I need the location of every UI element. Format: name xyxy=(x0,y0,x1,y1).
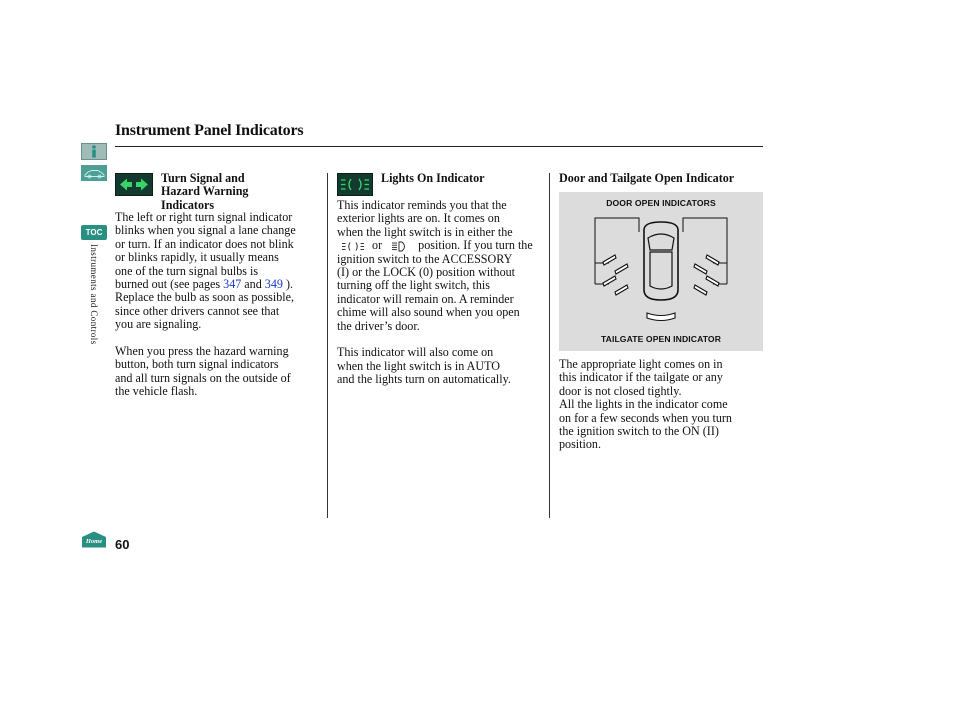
door-tailgate-heading: Door and Tailgate Open Indicator xyxy=(559,171,735,185)
section-tab-label: Instruments and Controls xyxy=(89,244,99,345)
toc-button[interactable]: TOC xyxy=(81,225,107,240)
page-title: Instrument Panel Indicators xyxy=(115,122,304,139)
lights-on-indicator-icon xyxy=(337,173,373,196)
home-button[interactable] xyxy=(81,531,107,548)
home-label: Home xyxy=(85,538,103,545)
column-divider xyxy=(327,173,328,518)
page-number: 60 xyxy=(115,537,130,552)
column-divider xyxy=(549,173,550,518)
lights-on-heading: Lights On Indicator xyxy=(381,171,485,185)
car-button[interactable] xyxy=(81,165,107,181)
info-button[interactable] xyxy=(81,143,107,160)
home-icon xyxy=(81,531,107,548)
page-link-349[interactable]: 349 xyxy=(264,277,283,292)
info-icon xyxy=(81,143,107,160)
door-indicator-figure xyxy=(559,192,763,351)
car-top-view-diagram xyxy=(559,192,763,351)
parking-lights-icon xyxy=(341,241,367,252)
turn-signal-body: The left or right turn signal indicator blinks when you signal a lane change or turn. If an indicator does not blink or blinks rapidly, it usually means one of the turn signal bulbs is burned out (see pages 347 and 349 ). Replace the bulb as soon as possible, since other drivers cannot see that you are signaling. When you press the hazard warning button, both turn signal indicators and all turn signals on the outside of the vehicle flash. xyxy=(115,210,296,399)
title-rule xyxy=(115,146,763,147)
door-tailgate-body: The appropriate light comes on in this indicator if the tailgate or any door is not closed tightly. All the lights in the indicator come on for a few seconds when you turn the ignition switch to the ON (II) position. xyxy=(559,357,732,452)
car-icon xyxy=(81,165,107,181)
section-tab[interactable] xyxy=(87,240,101,380)
turn-signal-indicator-icon xyxy=(115,173,153,196)
door-open-caption: DOOR OPEN INDICATORS xyxy=(606,198,716,208)
headlights-icon xyxy=(391,241,409,252)
tailgate-open-caption: TAILGATE OPEN INDICATOR xyxy=(600,334,722,344)
page-link-347[interactable]: 347 xyxy=(223,277,242,292)
turn-signal-heading: Turn Signal and Hazard Warning Indicators xyxy=(161,171,249,212)
lights-on-body: This indicator reminds you that the exterior lights are on. It comes on when the light switch is in either the or position. If you turn the ignition switch to the ACCESSORY (I) or the LOCK (0) position without turning off the light switch, this indicator will remain on. A reminder chime will also sound when you open the driver’s door. This indicator will also come on when the light switch is in AUTO and the lights turn on automatically. xyxy=(337,198,533,387)
